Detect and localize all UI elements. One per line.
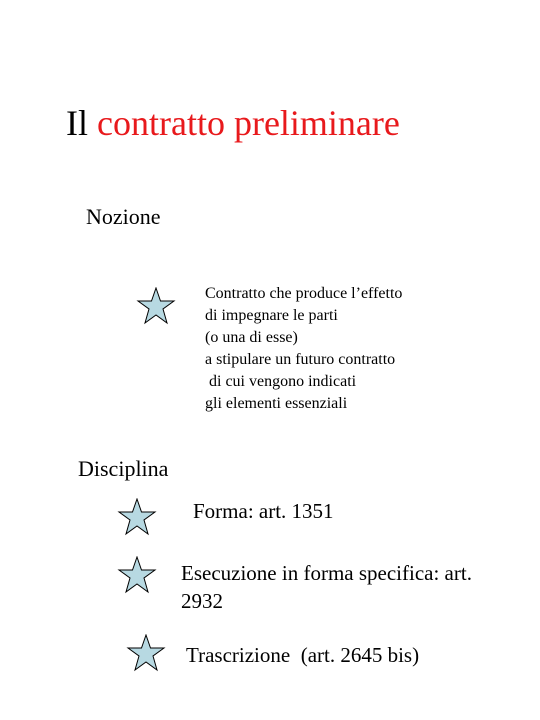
section-heading-disciplina: Disciplina [78,456,169,481]
section-heading-nozione: Nozione [86,204,161,229]
disciplina-item-trascrizione: Trascrizione (art. 2645 bis) [186,643,420,667]
title-highlight: contratto preliminare [97,103,400,143]
star-icon [136,287,176,327]
title-prefix: Il [66,103,88,143]
star-icon [117,498,157,538]
slide-title [66,101,400,145]
star-icon [117,556,157,596]
disciplina-item-esecuzione: Esecuzione in forma specifica: art. 2932 [181,561,472,613]
nozione-definition: Contratto che produce l’effetto di impegnare le parti (o una di esse) a stipulare un futuro contratto di cui vengono indicati gli elementi essenziali [205,285,403,412]
star-icon [126,634,166,674]
disciplina-item-forma: Forma: art. 1351 [193,499,334,523]
